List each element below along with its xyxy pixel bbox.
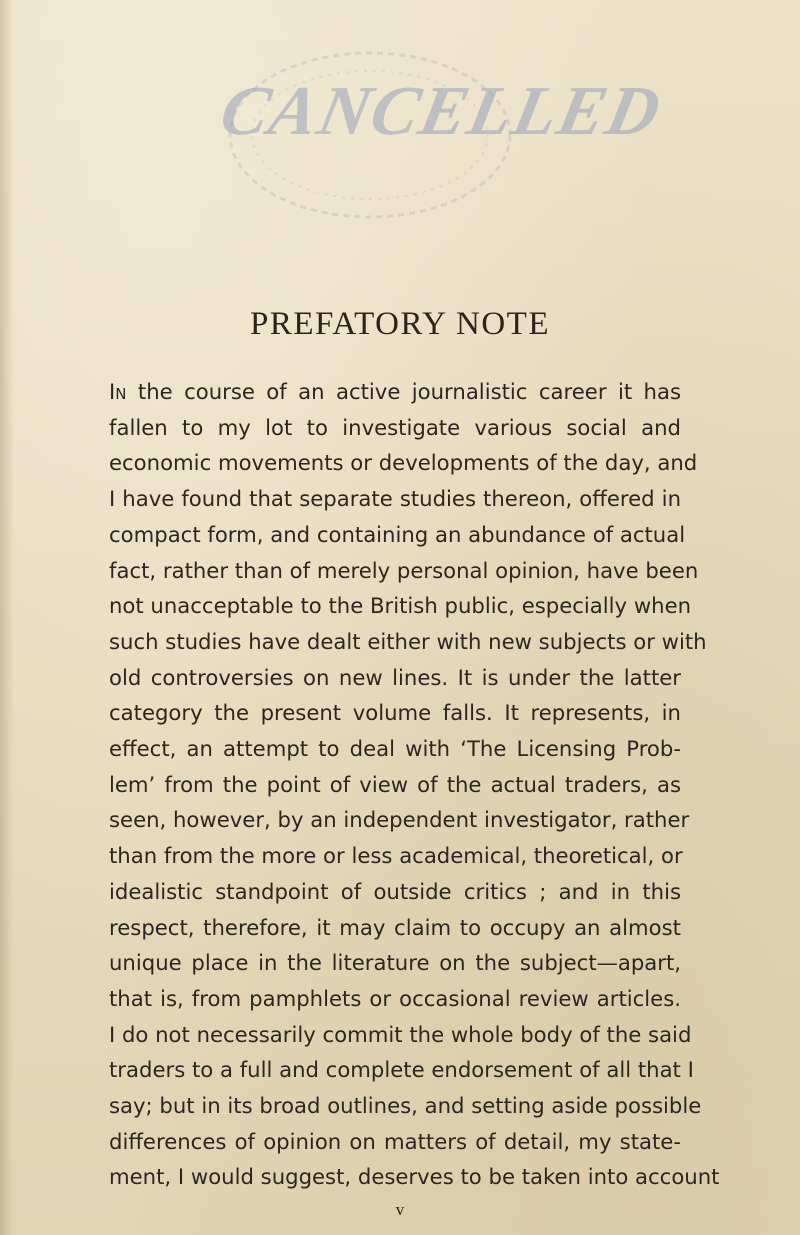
text-line: ment, I would suggest, deserves to be taken into account [109, 1164, 720, 1190]
text-line: economic movements or developments of the day, and [109, 450, 698, 476]
text-line: unique place in the literature on the subject—apart, [109, 950, 681, 976]
text-line-1-rest: the course of an active journalistic career it has [126, 379, 681, 404]
text-line: idealistic standpoint of outside critics ; and in this [109, 878, 681, 904]
drop-initial: In [109, 379, 127, 404]
body-paragraph [109, 374, 720, 1195]
text-line: traders to a full and complete endorsement of all that I [109, 1057, 694, 1083]
text-line: compact form, and containing an abundance of actual [109, 521, 686, 547]
page-title: PREFATORY NOTE [249, 306, 551, 342]
text-line: say; but in its broad outlines, and setting aside possible [109, 1093, 702, 1119]
page-edge-shadow [0, 0, 14, 1235]
text-line: I have found that separate studies thereon, offered in [109, 486, 681, 512]
text-line: than from the more or less academical, theoretical, or [109, 843, 683, 869]
text-line: not unacceptable to the British public, especially when [109, 593, 692, 619]
text-line: category the present volume falls. It represents, in [109, 700, 681, 726]
text-line: such studies have dealt either with new subjects or with [109, 628, 707, 654]
text-line: that is, from pamphlets or occasional review articles. [109, 985, 681, 1011]
text-line-1 [109, 374, 681, 410]
text-line: fallen to my lot to investigate various social and [109, 414, 681, 440]
text-line: I do not necessarily commit the whole body of the said [109, 1021, 692, 1047]
text-line: fact, rather than of merely personal opinion, have been [109, 557, 699, 583]
text-line: old controversies on new lines. It is under the latter [109, 664, 681, 690]
text-line: respect, therefore, it may claim to occupy an almost [109, 914, 681, 940]
page-number: v [395, 1200, 405, 1219]
text-line: effect, an attempt to deal with ‘The Licensing Prob- [109, 736, 681, 762]
text-line: differences of opinion on matters of detail, my state- [109, 1128, 681, 1154]
text-line: lem’ from the point of view of the actual traders, as [109, 771, 681, 797]
stamp-text: CANCELLED [213, 73, 669, 150]
text-line: seen, however, by an independent investigator, rather [109, 807, 690, 833]
